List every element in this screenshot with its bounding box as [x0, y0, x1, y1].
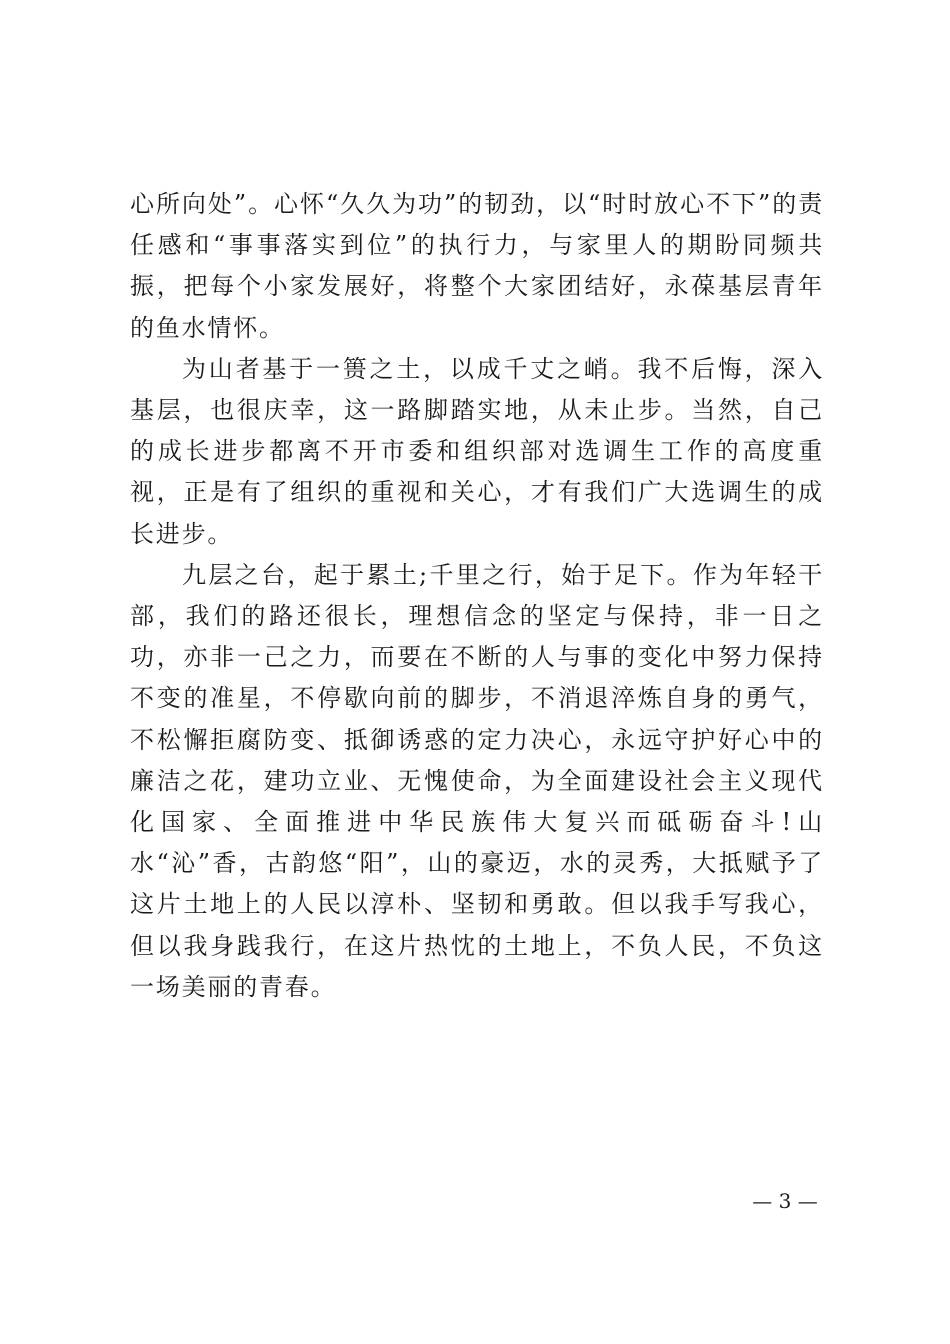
body-text [130, 184, 824, 1008]
paragraph-1: 心所向处”。心怀“久久为功”的韧劲，以“时时放心不下”的责任感和“事事落实到位”的执行力，与家里人的期盼同频共振，把每个小家发展好，将整个大家团结好，永葆基层青年的鱼水情怀。 [130, 190, 824, 342]
page-number: — 3 — [752, 1189, 818, 1213]
paragraph-3: 九层之台，起于累土;千里之行，始于足下。作为年轻干部，我们的路还很长，理想信念的坚定与保持，非一日之功，亦非一己之力，而要在不断的人与事的变化中努力保持不变的准星，不停歇向前的脚步，不消退淬炼自身的勇气，不松懈拒腐防变、抵御诱惑的定力决心，永远守护好心中的廉洁之花，建功立业、无愧使命，为全面建设社会主义现代化国家、全面推进中华民族伟大复兴而砥砺奋斗!山水“沁”香，古韵悠“阳”，山的豪迈，水的灵秀，大抵赋予了这片土地上的人民以淳朴、坚韧和勇敢。但以我手写我心，但以我身践我行，在这片热忱的土地上，不负人民，不负这一场美丽的青春。 [130, 560, 824, 1001]
paragraph-2: 为山者基于一篑之土，以成千丈之峭。我不后悔，深入基层，也很庆幸，这一路脚踏实地，从未止步。当然，自己的成长进步都离不开市委和组织部对选调生工作的高度重视，正是有了组织的重视和关心，才有我们广大选调生的成长进步。 [130, 354, 824, 548]
